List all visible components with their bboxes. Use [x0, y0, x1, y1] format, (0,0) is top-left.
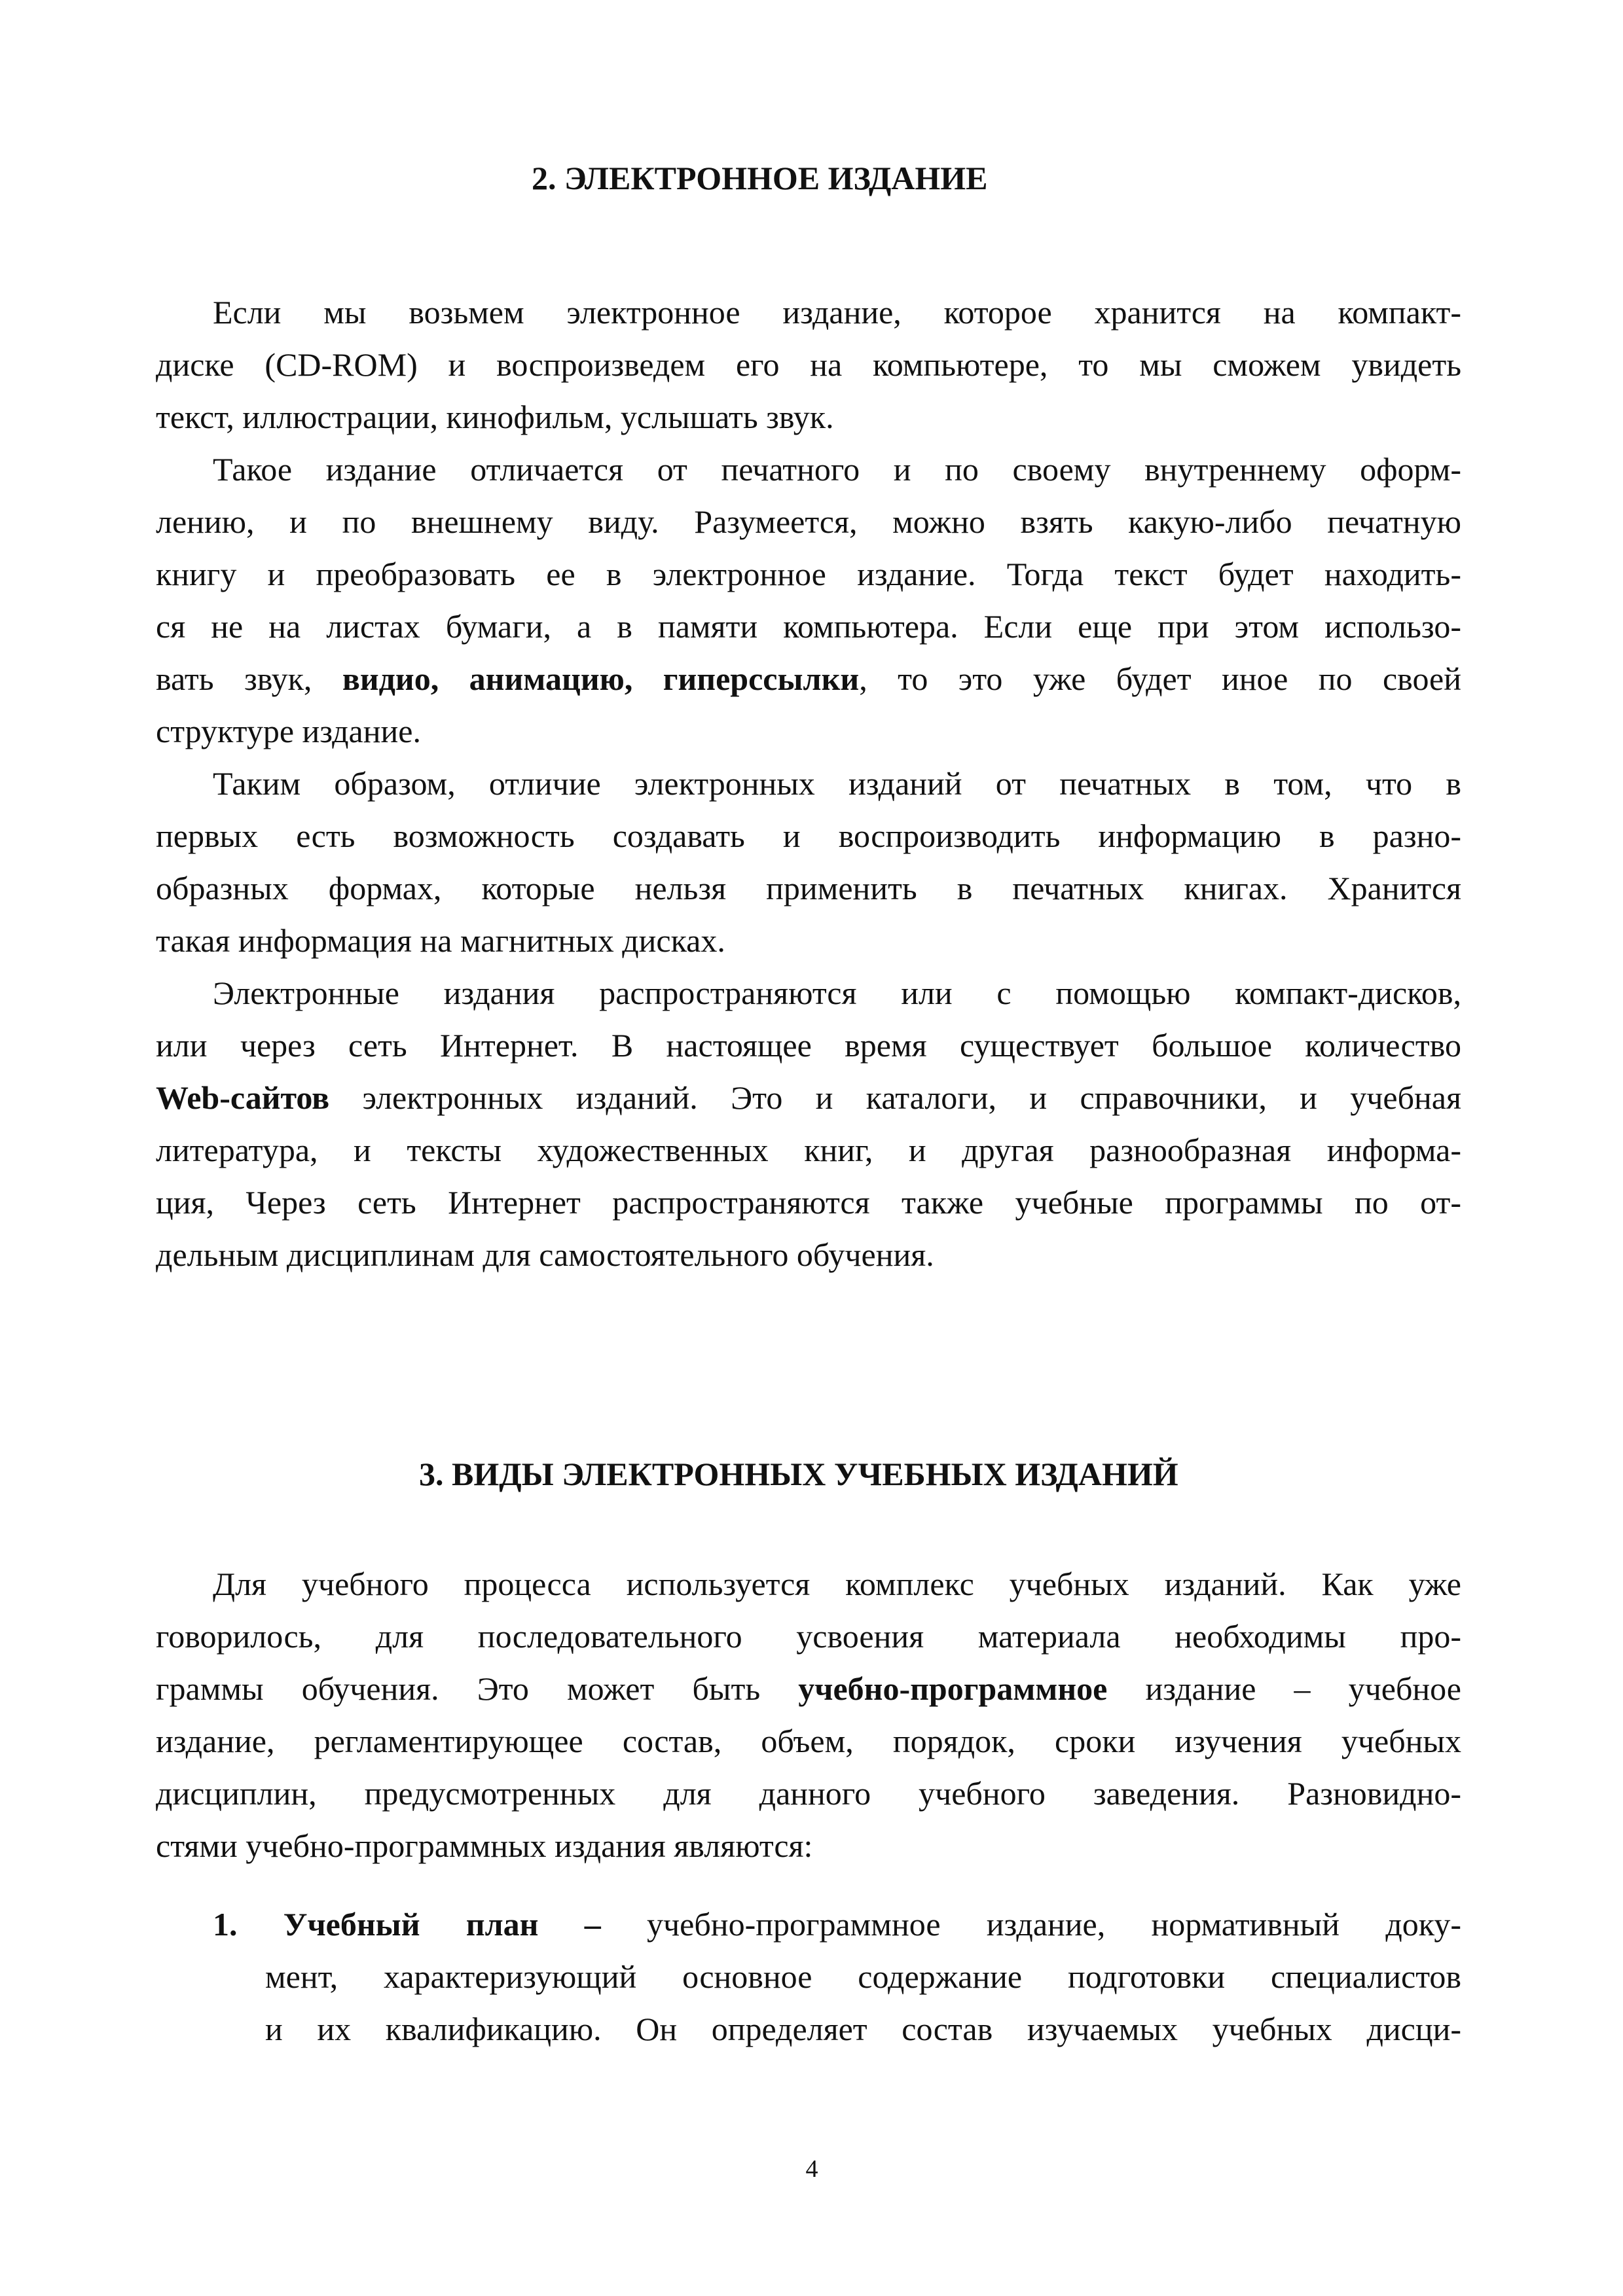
text-line: образных формах, которые нельзя применить в печатных книгах. Хранится — [156, 870, 1461, 906]
text-line: ция, Через сеть Интернет распространяются также учебные программы по от- — [156, 1184, 1461, 1221]
text-line — [156, 1662, 1461, 1715]
section-2-heading: 2. ЭЛЕКТРОННОЕ ИЗДАНИЕ — [532, 160, 988, 196]
list-item-line: мент, характеризующий основное содержание подготовки специалистов — [265, 1958, 1461, 1995]
list-item-line — [213, 1898, 1461, 1950]
text-line: Электронные издания распространяются или с помощью компакт-дисков, — [213, 975, 1461, 1011]
list-item — [213, 1898, 1461, 2055]
text-run: , то это уже будет иное по своей — [859, 660, 1462, 697]
text-run: граммы обучения. Это может быть — [156, 1670, 799, 1707]
text-line: такая информация на магнитных дисках. — [156, 922, 725, 959]
text-line: стями учебно-программных издания являются: — [156, 1827, 813, 1864]
text-line: первых есть возможность создавать и воспроизводить информацию в разно- — [156, 817, 1461, 854]
text-run: учебно-программное издание, нормативный доку- — [600, 1906, 1461, 1943]
page-number: 4 — [805, 2155, 818, 2183]
bold-term: видио, анимацию, гиперссылки — [342, 660, 860, 697]
text-line: Таким образом, отличие электронных изданий от печатных в том, что в — [213, 765, 1461, 802]
text-line: текст, иллюстрации, кинофильм, услышать звук. — [156, 399, 834, 435]
bold-term: Web-сайтов — [156, 1079, 330, 1116]
text-line: книгу и преобразовать ее в электронное издание. Тогда текст будет находить- — [156, 556, 1461, 592]
text-line — [156, 653, 1461, 705]
text-line: издание, регламентирующее состав, объем, порядок, сроки изучения учебных — [156, 1723, 1461, 1759]
text-line: Если мы возьмем электронное издание, которое хранится на компакт- — [213, 294, 1461, 331]
text-line: литература, и тексты художественных книг, и другая разнообразная информа- — [156, 1132, 1461, 1168]
text-line: дельным дисциплинам для самостоятельного обучения. — [156, 1236, 934, 1273]
text-line: структуре издание. — [156, 713, 421, 749]
text-line: лению, и по внешнему виду. Разумеется, можно взять какую-либо печатную — [156, 503, 1461, 540]
text-line: Такое издание отличается от печатного и по своему внутреннему оформ- — [213, 451, 1461, 488]
section-2-body — [156, 286, 1461, 1281]
section-3-heading: 3. ВИДЫ ЭЛЕКТРОННЫХ УЧЕБНЫХ ИЗДАНИЙ — [419, 1456, 1178, 1492]
text-line: дисциплин, предусмотренных для данного учебного заведения. Разновидно- — [156, 1775, 1461, 1812]
text-line — [156, 1071, 1461, 1124]
text-run: электронных изданий. Это и каталоги, и справочники, и учебная — [329, 1079, 1461, 1116]
bold-term: учебно-программное — [798, 1670, 1108, 1707]
text-run: издание – учебное — [1107, 1670, 1461, 1707]
text-run: вать звук, — [156, 660, 342, 697]
text-line: Для учебного процесса используется комплекс учебных изданий. Как уже — [213, 1566, 1461, 1602]
text-line: говорилось, для последовательного усвоения материала необходимы про- — [156, 1618, 1461, 1655]
section-3-body — [156, 1558, 1461, 1872]
text-line: ся не на листах бумаги, а в памяти компьютера. Если еще при этом использо- — [156, 608, 1461, 645]
text-line: или через сеть Интернет. В настоящее время существует большое количество — [156, 1027, 1461, 1064]
list-item-term: 1. Учебный план – — [213, 1906, 601, 1943]
list-item-line: и их квалификацию. Он определяет состав изучаемых учебных дисци- — [265, 2011, 1461, 2047]
text-line: диске (CD-ROM) и воспроизведем его на компьютере, то мы сможем увидеть — [156, 346, 1461, 383]
